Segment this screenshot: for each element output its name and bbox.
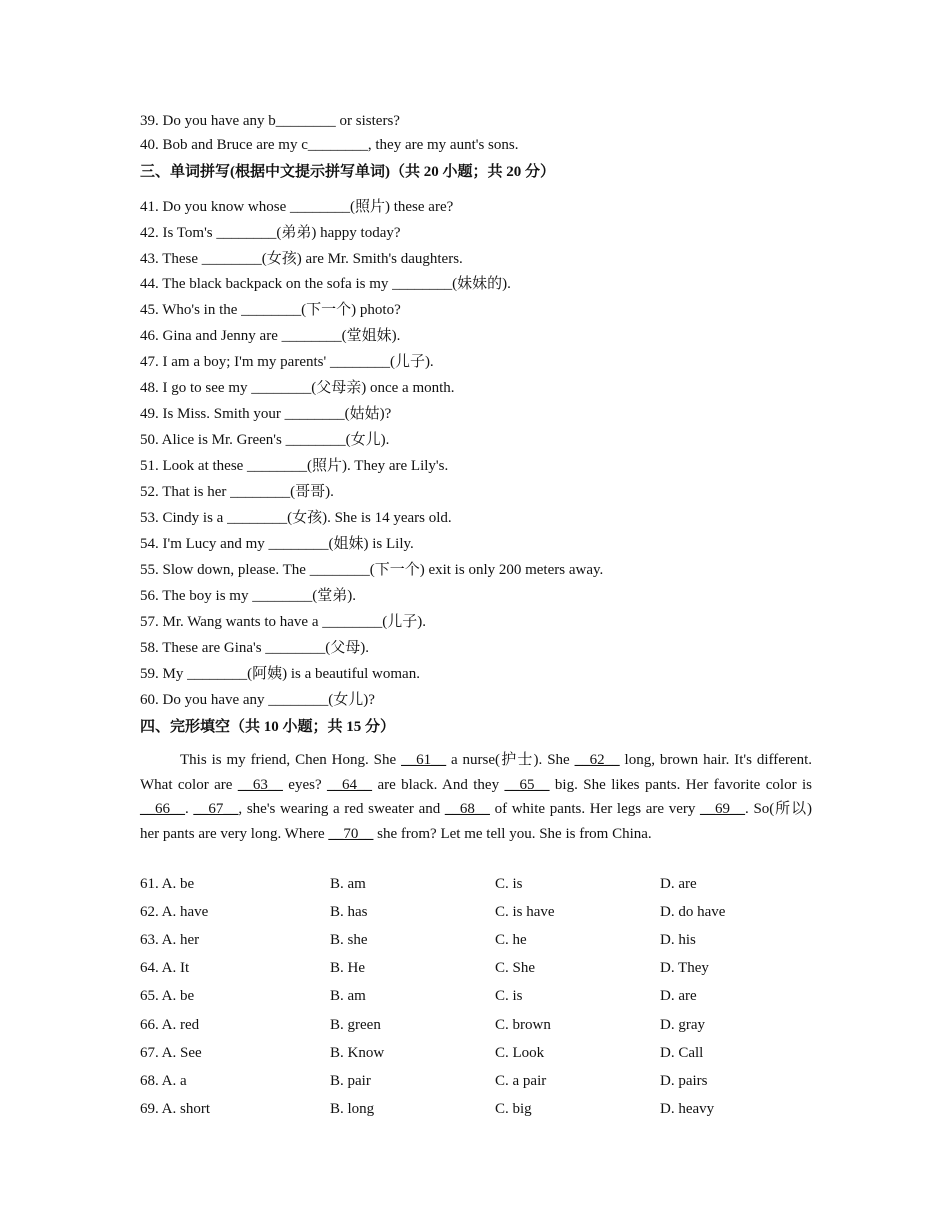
cloze-passage	[140, 748, 812, 846]
section-4-heading: 四、完形填空（共 10 小题；共 15 分）	[140, 719, 396, 735]
option-b: B. am	[330, 988, 366, 1004]
question-46: 46. Gina and Jenny are ________(堂姐妹).	[140, 328, 401, 344]
section-3-heading: 三、单词拼写(根据中文提示拼写单词)（共 20 小题；共 20 分）	[140, 164, 555, 180]
option-c: C. a pair	[495, 1073, 547, 1089]
option-c: C. Look	[495, 1045, 545, 1061]
option-a: 61. A. be	[140, 876, 195, 892]
option-a: 64. A. It	[140, 960, 190, 976]
question-59: 59. My ________(阿姨) is a beautiful woman.	[140, 666, 420, 682]
blank-70: __70__	[328, 825, 374, 842]
option-b: B. green	[330, 1017, 381, 1033]
option-a: 69. A. short	[140, 1101, 211, 1117]
question-40: 40. Bob and Bruce are my c________, they are my aunt's sons.	[140, 137, 519, 153]
question-51: 51. Look at these ________(照片). They are Lily's.	[140, 458, 449, 474]
option-d: D. heavy	[660, 1101, 715, 1117]
question-42: 42. Is Tom's ________(弟弟) happy today?	[140, 225, 401, 241]
passage-text: long, brown hair. It's different. What color are	[140, 752, 812, 793]
question-50: 50. Alice is Mr. Green's ________(女儿).	[140, 432, 390, 448]
option-d: D. Call	[660, 1045, 704, 1061]
question-43: 43. These ________(女孩) are Mr. Smith's daughters.	[140, 251, 463, 267]
question-55: 55. Slow down, please. The ________(下一个) exit is only 200 meters away.	[140, 562, 604, 578]
question-44: 44. The black backpack on the sofa is my ________(妹妹的).	[140, 276, 511, 292]
option-d: D. are	[660, 876, 697, 892]
question-45: 45. Who's in the ________(下一个) photo?	[140, 302, 401, 318]
blank-62: __62__	[574, 752, 620, 768]
option-c: C. She	[495, 960, 536, 976]
blank-69: __69__	[700, 801, 746, 817]
option-b: B. long	[330, 1101, 375, 1117]
question-48: 48. I go to see my ________(父母亲) once a month.	[140, 380, 455, 396]
option-a: 63. A. her	[140, 932, 200, 948]
option-b: B. He	[330, 960, 365, 976]
option-a: 67. A. See	[140, 1045, 202, 1061]
blank-68: __68__	[444, 801, 490, 817]
passage-text: eyes?	[282, 776, 328, 793]
option-d: D. his	[660, 932, 696, 948]
option-a: 62. A. have	[140, 904, 209, 920]
question-54: 54. I'm Lucy and my ________(姐妹) is Lily.	[140, 536, 414, 552]
option-a: 68. A. a	[140, 1073, 187, 1089]
blank-64: __64__	[327, 776, 373, 793]
question-41: 41. Do you know whose ________(照片) these are?	[140, 199, 454, 215]
option-d: D. gray	[660, 1017, 705, 1033]
question-47: 47. I am a boy; I'm my parents' ________(儿子).	[140, 354, 434, 370]
option-c: C. he	[495, 932, 527, 948]
passage-text: . So(所以) her pants are very long. Where	[140, 801, 812, 842]
option-b: B. pair	[330, 1073, 371, 1089]
passage-text: big. She likes pants. Her favorite color is	[549, 776, 812, 793]
passage-text: she from? Let me tell you. She is from China.	[373, 825, 652, 842]
option-c: C. is	[495, 876, 523, 892]
option-c: C. brown	[495, 1017, 551, 1033]
blank-63: __63__	[237, 776, 283, 793]
blank-65: __65__	[504, 776, 550, 793]
passage-text: of white pants. Her legs are very	[489, 801, 701, 817]
blank-66: __66__	[140, 801, 185, 817]
option-b: B. she	[330, 932, 368, 948]
passage-text: , she's wearing a red sweater and	[238, 801, 445, 817]
option-c: C. is	[495, 988, 523, 1004]
option-d: D. They	[660, 960, 709, 976]
option-a: 66. A. red	[140, 1017, 200, 1033]
blank-67: __67__	[193, 801, 239, 817]
option-d: D. do have	[660, 904, 726, 920]
option-d: D. are	[660, 988, 697, 1004]
option-b: B. Know	[330, 1045, 385, 1061]
option-a: 65. A. be	[140, 988, 195, 1004]
question-52: 52. That is her ________(哥哥).	[140, 484, 334, 500]
question-53: 53. Cindy is a ________(女孩). She is 14 years old.	[140, 510, 452, 526]
passage-text: This is my friend, Chen Hong. She	[180, 752, 402, 768]
option-b: B. has	[330, 904, 368, 920]
option-b: B. am	[330, 876, 366, 892]
option-d: D. pairs	[660, 1073, 708, 1089]
question-60: 60. Do you have any ________(女儿)?	[140, 692, 375, 708]
question-58: 58. These are Gina's ________(父母).	[140, 640, 370, 656]
question-56: 56. The boy is my ________(堂弟).	[140, 588, 356, 604]
passage-text: a nurse(护士). She	[446, 752, 575, 768]
passage-text: .	[185, 801, 194, 817]
blank-61: __61__	[401, 752, 447, 768]
option-c: C. is have	[495, 904, 555, 920]
question-57: 57. Mr. Wang wants to have a ________(儿子).	[140, 614, 426, 630]
option-c: C. big	[495, 1101, 532, 1117]
question-49: 49. Is Miss. Smith your ________(姑姑)?	[140, 406, 392, 422]
passage-text: are black. And they	[372, 776, 505, 793]
question-39: 39. Do you have any b________ or sisters?	[140, 113, 400, 129]
